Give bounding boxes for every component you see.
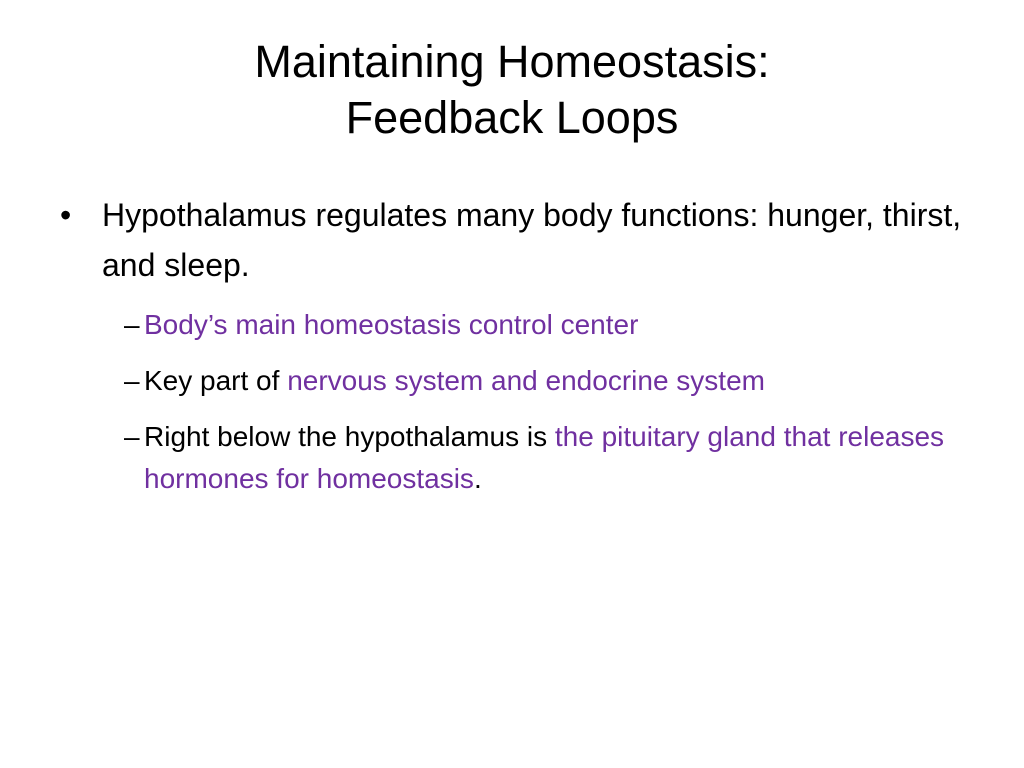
dash-marker: –: [124, 309, 140, 340]
bullet-text: Hypothalamus regulates many body functions: hunger, thirst, and sleep.: [102, 197, 962, 283]
dash-marker: –: [124, 421, 140, 452]
dash-marker: –: [124, 365, 140, 396]
title-line-1: Maintaining Homeostasis:: [254, 36, 770, 87]
sub-bullet-item: [56, 416, 976, 500]
bullet-item: [56, 190, 976, 290]
sub-bullet-item: [56, 360, 976, 402]
slide-title: [0, 34, 1024, 146]
highlight-text: Body’s main homeostasis control center: [144, 309, 639, 340]
sub-bullet-item: [56, 304, 976, 346]
highlight-text: nervous system and endocrine system: [287, 365, 765, 396]
plain-text: Right below the hypothalamus is: [144, 421, 555, 452]
bullet-marker: •: [60, 197, 72, 233]
title-line-2: Feedback Loops: [345, 92, 679, 143]
slide-body: [56, 190, 976, 514]
trailing-punctuation: .: [473, 463, 482, 494]
highlight-text: the pituitary gland that releases hormones for homeostasis: [144, 421, 945, 494]
sub-bullet-list: [56, 304, 976, 500]
plain-text: Key part of: [144, 365, 288, 396]
